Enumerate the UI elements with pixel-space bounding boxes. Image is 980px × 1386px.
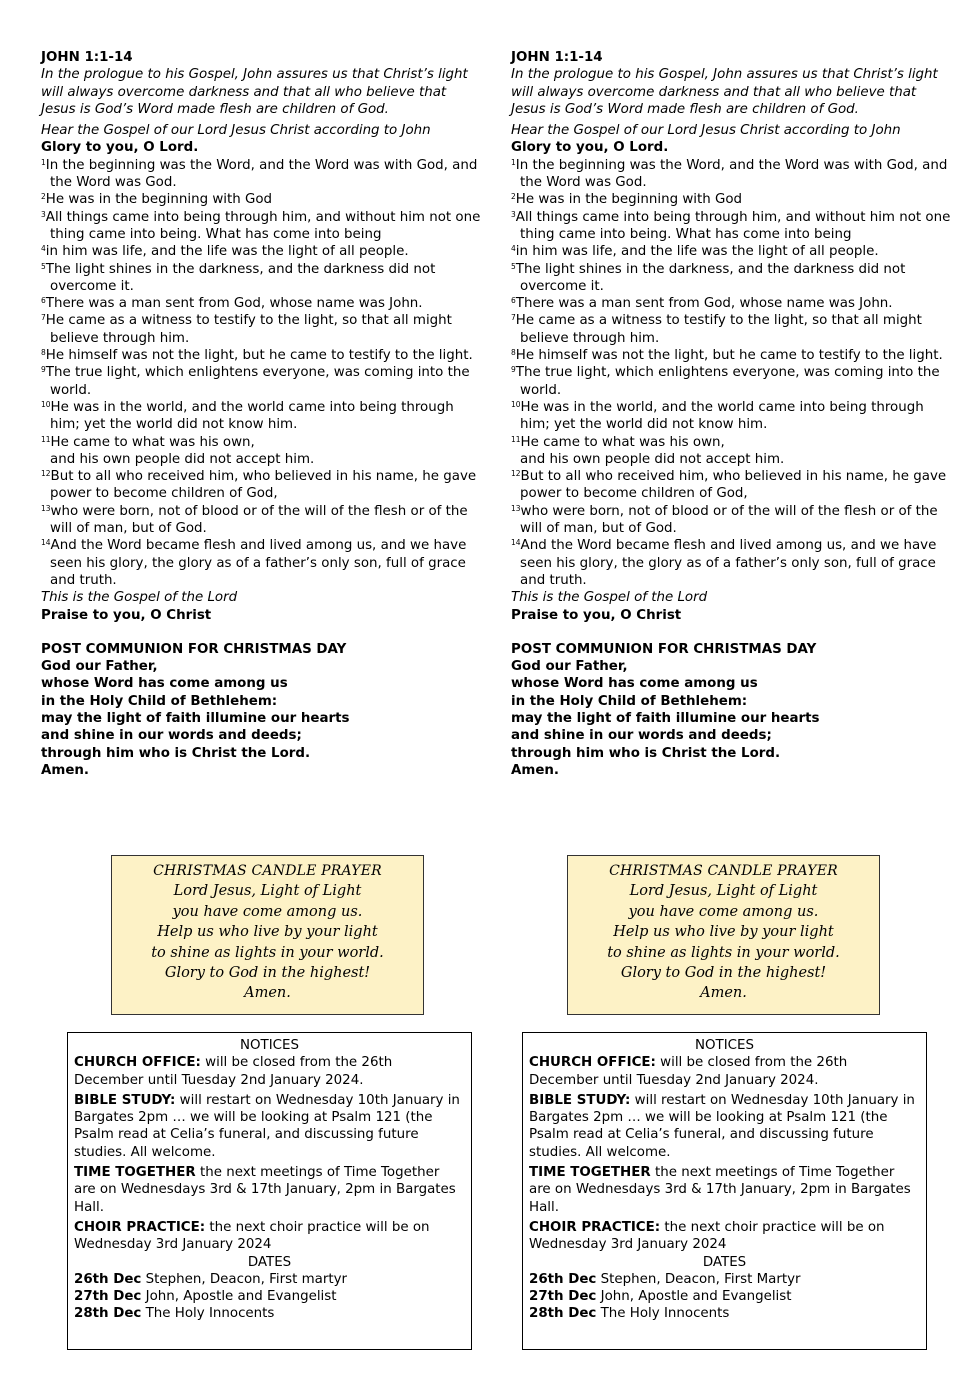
verse-number: 14	[511, 538, 521, 548]
verse-text: And the Word became flesh and lived among us, and we have seen his glory, the glory as of a father’s only son, full of grace and truth.	[50, 538, 467, 588]
notice-item	[529, 1164, 920, 1216]
date-label: 27th Dec	[529, 1289, 597, 1305]
notice-label: CHURCH OFFICE:	[74, 1055, 201, 1071]
notice-label: BIBLE STUDY:	[74, 1092, 176, 1108]
verse-number: 3	[41, 209, 46, 219]
verse-number: 5	[41, 261, 46, 271]
verse-text: He himself was not the light, but he came to testify to the light.	[515, 348, 943, 364]
gospel-response: Glory to you, O Lord.	[41, 140, 199, 156]
verse-text: He came to what was his own,	[520, 434, 725, 450]
candle-prayer-line: Lord Jesus, Light of Light	[173, 883, 362, 900]
notices-box	[67, 1032, 472, 1350]
verse-text: All things came into being through him, and without him not one thing came into being. What has come into being	[45, 209, 481, 242]
verse-text: He came as a witness to testify to the light, so that all might believe through him.	[515, 313, 922, 346]
verse-text-continued: and his own people did not accept him.	[520, 451, 785, 467]
verse-text: who were born, not of blood or of the will of the flesh or of the will of man, but of God.	[520, 503, 938, 537]
verse	[511, 261, 951, 296]
date-item	[529, 1271, 920, 1288]
verse	[41, 261, 481, 296]
verse-text: And the Word became flesh and lived among us, and we have seen his glory, the glory as of a father’s only son, full of grace and truth.	[520, 538, 937, 588]
post-communion-line: and shine in our words and deeds;	[41, 728, 302, 744]
verse	[511, 312, 951, 347]
post-communion-line: and shine in our words and deeds;	[511, 728, 772, 744]
date-text: John, Apostle and Evangelist	[596, 1289, 792, 1305]
verse	[41, 399, 481, 434]
date-label: 28th Dec	[74, 1306, 142, 1322]
verse	[511, 157, 951, 192]
date-label: 28th Dec	[529, 1306, 597, 1322]
notice-text: the next meetings of Time Together are on Wednesdays 3rd & 17th January, 2pm in Bargates Hall.	[529, 1165, 911, 1215]
gospel-close: This is the Gospel of the Lord	[41, 590, 238, 606]
date-label: 26th Dec	[529, 1271, 597, 1287]
gospel-announcement: Hear the Gospel of our Lord Jesus Christ according to John	[41, 123, 431, 139]
verse-text-continued: and his own people did not accept him.	[50, 451, 315, 467]
date-text: John, Apostle and Evangelist	[141, 1289, 337, 1305]
gospel-close-response: Praise to you, O Christ	[41, 607, 212, 623]
verse-number: 6	[511, 296, 516, 306]
post-communion-line: in the Holy Child of Bethlehem:	[511, 693, 748, 709]
verse-number: 12	[511, 469, 521, 479]
reading-column-left	[41, 49, 481, 779]
verse-text: He came to what was his own,	[50, 434, 255, 450]
verse	[41, 503, 481, 538]
reading-intro: In the prologue to his Gospel, John assures us that Christ’s light will always overcome darkness and that all who believe that Jesus is God’s Word made flesh are children of God.	[41, 67, 468, 117]
notice-item	[529, 1092, 920, 1161]
candle-prayer-line: you have come among us.	[172, 903, 363, 920]
gospel-close-response: Praise to you, O Christ	[511, 607, 682, 623]
notice-label: TIME TOGETHER	[74, 1165, 196, 1181]
candle-prayer-line: to shine as lights in your world.	[151, 944, 384, 961]
candle-prayer-line: Help us who live by your light	[613, 924, 834, 941]
verse-text: in him was life, and the life was the light of all people.	[515, 244, 879, 260]
verse-text: There was a man sent from God, whose name was John.	[45, 296, 423, 312]
verse	[41, 434, 481, 469]
post-communion-line: whose Word has come among us	[41, 676, 288, 692]
verse	[511, 191, 951, 208]
verse-text: But to all who received him, who believed in his name, he gave power to become children of God,	[520, 469, 947, 502]
verse-number: 2	[511, 192, 516, 202]
notice-label: CHOIR PRACTICE:	[529, 1219, 661, 1235]
date-item	[74, 1305, 465, 1322]
verse-number: 7	[41, 313, 46, 323]
post-communion	[511, 641, 951, 779]
verse-number: 11	[511, 434, 521, 444]
verse	[41, 243, 481, 260]
verse-number: 9	[511, 365, 516, 375]
verse-number: 10	[511, 399, 521, 409]
date-label: 27th Dec	[74, 1289, 142, 1305]
verse-text: He himself was not the light, but he came to testify to the light.	[45, 348, 473, 364]
verse-text: There was a man sent from God, whose name was John.	[515, 296, 893, 312]
verse	[41, 537, 481, 589]
verse-text: He was in the beginning with God	[45, 192, 273, 208]
notice-item	[529, 1054, 920, 1089]
verse-number: 3	[511, 209, 516, 219]
verse-number: 10	[41, 399, 51, 409]
post-communion-line: may the light of faith illumine our hearts	[41, 710, 350, 726]
notice-label: CHOIR PRACTICE:	[74, 1219, 206, 1235]
verse	[511, 243, 951, 260]
verse-text: The true light, which enlightens everyone, was coming into the world.	[45, 365, 470, 398]
post-communion-line: through him who is Christ the Lord.	[511, 745, 781, 761]
verse	[511, 364, 951, 399]
notice-item	[74, 1092, 465, 1161]
verse	[511, 537, 951, 589]
post-communion-line: whose Word has come among us	[511, 676, 758, 692]
date-item	[74, 1271, 465, 1288]
candle-prayer-line: Amen.	[700, 985, 747, 1002]
candle-prayer-title: CHRISTMAS CANDLE PRAYER	[609, 863, 838, 879]
notice-text: the next choir practice will be on Wednesday 3rd January 2024	[74, 1219, 430, 1253]
reading-column-right	[511, 49, 951, 779]
notice-text: will restart on Wednesday 10th January in Bargates 2pm … we will be looking at Psalm 121 (the Psalm read at Celia’s funeral, and discussing future studies. All welcome.	[74, 1092, 460, 1160]
post-communion-line: through him who is Christ the Lord.	[41, 745, 311, 761]
verse-number: 2	[41, 192, 46, 202]
verse	[41, 295, 481, 312]
notice-text: will restart on Wednesday 10th January in Bargates 2pm … we will be looking at Psalm 121 (the Psalm read at Celia’s funeral, and discussing future studies. All welcome.	[529, 1092, 915, 1160]
date-text: The Holy Innocents	[596, 1306, 730, 1322]
candle-prayer-line: Glory to God in the highest!	[164, 965, 371, 982]
date-text: The Holy Innocents	[141, 1306, 275, 1322]
date-item	[529, 1288, 920, 1305]
verse	[41, 209, 481, 244]
post-communion-line: may the light of faith illumine our hearts	[511, 710, 820, 726]
verse	[511, 347, 951, 364]
post-communion-line: God our Father,	[511, 659, 628, 675]
verse	[41, 191, 481, 208]
verse-number: 13	[511, 503, 521, 513]
verse-number: 6	[41, 296, 46, 306]
dates-heading: DATES	[702, 1254, 747, 1270]
verse	[41, 157, 481, 192]
verse	[511, 209, 951, 244]
reading-intro: In the prologue to his Gospel, John assures us that Christ’s light will always overcome darkness and that all who believe that Jesus is God’s Word made flesh are children of God.	[511, 67, 938, 117]
post-communion-title: POST COMMUNION FOR CHRISTMAS DAY	[41, 641, 347, 657]
verse-number: 13	[41, 503, 51, 513]
post-communion-line: in the Holy Child of Bethlehem:	[41, 693, 278, 709]
notice-text: the next meetings of Time Together are on Wednesdays 3rd & 17th January, 2pm in Bargates Hall.	[74, 1165, 456, 1215]
notice-text: the next choir practice will be on Wednesday 3rd January 2024	[529, 1219, 885, 1253]
verse-text: He was in the world, and the world came into being through him; yet the world did not know him.	[520, 399, 924, 433]
verse-text: in him was life, and the life was the light of all people.	[45, 244, 409, 260]
verse-number: 1	[41, 157, 46, 167]
verse-number: 7	[511, 313, 516, 323]
notice-item	[74, 1054, 465, 1089]
verse-text: He was in the world, and the world came into being through him; yet the world did not know him.	[50, 399, 454, 433]
verse	[511, 434, 951, 469]
candle-prayer-line: Lord Jesus, Light of Light	[629, 883, 818, 900]
post-communion-line: God our Father,	[41, 659, 158, 675]
notices-box	[522, 1032, 927, 1350]
verse-number: 5	[511, 261, 516, 271]
post-communion	[41, 641, 481, 779]
verse-number: 4	[511, 244, 516, 254]
verse	[41, 312, 481, 347]
verse-text: He came as a witness to testify to the light, so that all might believe through him.	[45, 313, 452, 346]
verse-list	[511, 157, 951, 589]
candle-prayer-line: Amen.	[244, 985, 291, 1002]
verse-number: 8	[41, 348, 46, 358]
verse-text: In the beginning was the Word, and the Word was with God, and the Word was God.	[515, 157, 948, 191]
verse	[511, 295, 951, 312]
verse-text: In the beginning was the Word, and the Word was with God, and the Word was God.	[45, 157, 478, 191]
notices-heading: NOTICES	[695, 1038, 754, 1053]
verse	[41, 347, 481, 364]
post-communion-title: POST COMMUNION FOR CHRISTMAS DAY	[511, 641, 817, 657]
notice-label: CHURCH OFFICE:	[529, 1055, 656, 1071]
candle-prayer-line: to shine as lights in your world.	[607, 944, 840, 961]
date-item	[74, 1288, 465, 1305]
verse	[511, 468, 951, 503]
reading-reference: JOHN 1:1-14	[511, 50, 603, 65]
verse-text: But to all who received him, who believed in his name, he gave power to become children of God,	[50, 469, 477, 502]
verse-number: 8	[511, 348, 516, 358]
gospel-response: Glory to you, O Lord.	[511, 140, 669, 156]
date-text: Stephen, Deacon, First Martyr	[596, 1271, 801, 1287]
verse-text: The true light, which enlightens everyone, was coming into the world.	[515, 365, 940, 398]
candle-prayer-line: Help us who live by your light	[157, 924, 378, 941]
verse-text: who were born, not of blood or of the will of the flesh or of the will of man, but of God.	[50, 503, 468, 537]
candle-prayer-line: you have come among us.	[628, 903, 819, 920]
notice-text: will be closed from the 26th December until Tuesday 2nd January 2024.	[529, 1055, 848, 1088]
gospel-announcement: Hear the Gospel of our Lord Jesus Christ according to John	[511, 123, 901, 139]
verse	[41, 364, 481, 399]
notice-text: will be closed from the 26th December until Tuesday 2nd January 2024.	[74, 1055, 393, 1088]
verse-number: 14	[41, 538, 51, 548]
post-communion-line: Amen.	[41, 762, 90, 778]
verse	[511, 503, 951, 538]
candle-prayer-box	[111, 855, 424, 1015]
verse-number: 9	[41, 365, 46, 375]
verse-number: 1	[511, 157, 516, 167]
verse-text: All things came into being through him, and without him not one thing came into being. What has come into being	[515, 209, 951, 242]
dates-heading: DATES	[247, 1254, 292, 1270]
notice-item	[74, 1164, 465, 1216]
date-label: 26th Dec	[74, 1271, 142, 1287]
verse-list	[41, 157, 481, 589]
verse-number: 11	[41, 434, 51, 444]
verse-text: The light shines in the darkness, and the darkness did not overcome it.	[515, 261, 906, 294]
notice-item	[529, 1219, 920, 1254]
notice-item	[74, 1219, 465, 1254]
verse-number: 12	[41, 469, 51, 479]
verse-text: He was in the beginning with God	[515, 192, 743, 208]
verse	[511, 399, 951, 434]
date-text: Stephen, Deacon, First martyr	[141, 1271, 348, 1287]
reading-reference: JOHN 1:1-14	[41, 50, 133, 65]
verse-text: The light shines in the darkness, and the darkness did not overcome it.	[45, 261, 436, 294]
post-communion-line: Amen.	[511, 762, 560, 778]
notices-heading: NOTICES	[240, 1038, 299, 1053]
notice-label: BIBLE STUDY:	[529, 1092, 631, 1108]
candle-prayer-box	[567, 855, 880, 1015]
verse-number: 4	[41, 244, 46, 254]
candle-prayer-line: Glory to God in the highest!	[620, 965, 827, 982]
candle-prayer-title: CHRISTMAS CANDLE PRAYER	[153, 863, 382, 879]
date-item	[529, 1305, 920, 1322]
verse	[41, 468, 481, 503]
gospel-close: This is the Gospel of the Lord	[511, 590, 708, 606]
notice-label: TIME TOGETHER	[529, 1165, 651, 1181]
